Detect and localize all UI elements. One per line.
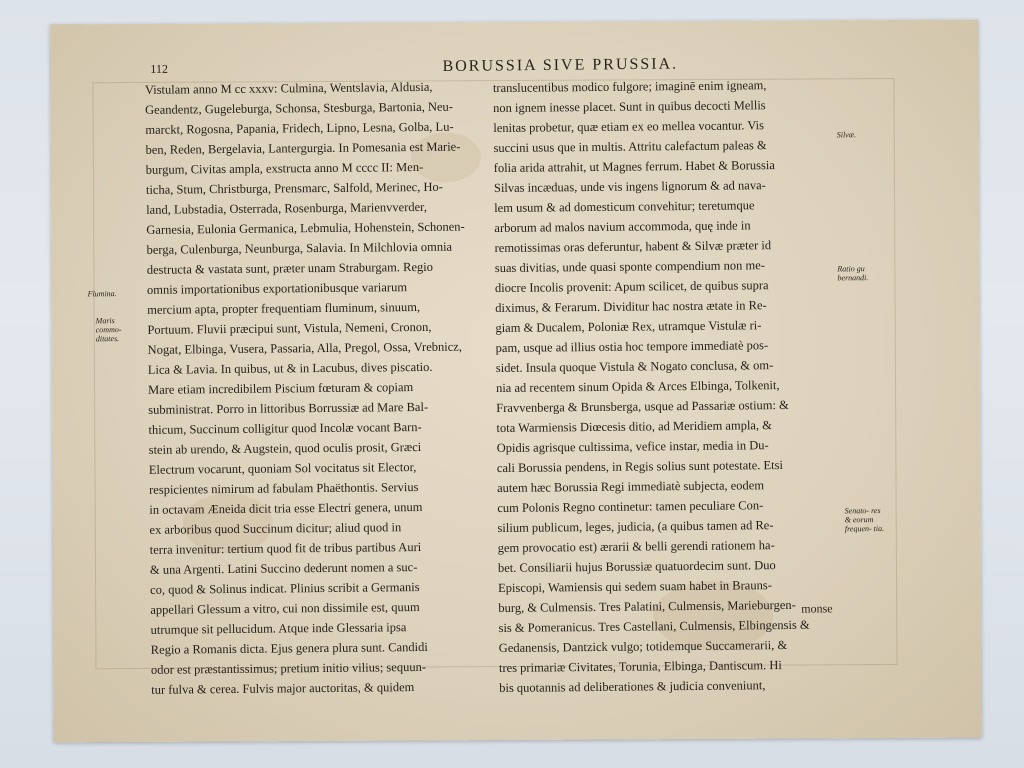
- text-line: arborum ad malos navium accommoda, quę inde in: [494, 218, 751, 236]
- right-text-column: [493, 74, 847, 698]
- text-line: Electrum vocarunt, quoniam Sol vocitatus sit Elector,: [148, 460, 417, 477]
- text-line: respicientes nimirum ad fabulam Phaëthontis. Servius: [149, 480, 419, 497]
- text-line: in octavam Æneida dicit tria esse Electri genera, unum: [149, 499, 423, 517]
- text-line: succini usus que in multis. Attritu calefactum paleas &: [493, 138, 767, 156]
- catchword: monse: [801, 601, 833, 616]
- text-line: diximus, & Ferarum. Dividitur hac nostra ætate in Re-: [495, 298, 767, 316]
- text-line: giam & Ducalem, Poloniæ Rex, utramque Vistulæ ri-: [495, 318, 762, 336]
- text-line: pam, usque ad illius ostia hoc tempore immediatè pos-: [495, 338, 769, 356]
- book-page: [50, 20, 982, 743]
- text-line: mercium apta, propter frequentiam fluminum, sinuum,: [147, 299, 421, 317]
- text-line: tres primariæ Civitates, Torunia, Elbinga, Dantiscum. Hi: [498, 658, 782, 675]
- running-head: BORUSSIA SIVE PRUSSIA.: [442, 55, 679, 75]
- text-line: Geandentz, Gugeleburga, Schonsa, Stesburga, Bartonia, Neu-: [145, 99, 453, 117]
- left-text-column: [145, 76, 499, 700]
- page-number: 112: [150, 61, 168, 76]
- text-line: remotissimas oras deferuntur, habent & Silvæ præter id: [494, 238, 772, 256]
- text-line: ex arboribus quod Succinum dicitur; aliud quod in: [149, 520, 402, 537]
- text-line: omnis importationibus exportationibusque variarum: [146, 280, 408, 297]
- text-line: tota Warmiensis Diœcesis ditio, ad Meridiem ampla, &: [496, 418, 772, 436]
- text-line: Lica & Lavia. In quibus, ut & in Lacubus, dives piscatio.: [147, 359, 433, 377]
- margin-note-silvae: Silvæ.: [836, 130, 857, 140]
- text-line: cum Polonis Regno continetur: tamen peculiare Con-: [497, 498, 764, 516]
- text-line: bis quotannis ad deliberationes & judicia conveniunt,: [499, 678, 766, 695]
- text-line: tur fulva & cerea. Fulvis major auctoritas, & quidem: [151, 680, 415, 697]
- margin-note-flumina: Flumina.: [87, 289, 117, 299]
- text-line: co, quod & Solinus indicat. Plinius scribit a Germanis: [150, 580, 420, 597]
- text-line: Regio a Romanis dicta. Ejus genera plura sunt. Candidi: [150, 639, 428, 657]
- text-line: land, Lubstadia, Osterrada, Rosenburga, Marienvverder,: [146, 199, 427, 217]
- text-line: thicum, Succinum colligitur quod Incolæ vocant Barn-: [148, 419, 422, 437]
- text-line: burg, & Culmensis. Tres Palatini, Culmensis, Marieburgen-: [498, 597, 796, 616]
- text-line: Mare etiam incredibilem Piscium fœturam & copiam: [147, 380, 414, 397]
- margin-note-maris: Maris commo- ditates.: [95, 316, 122, 344]
- text-line: cali Borussia pendens, in Regis solius sunt potestate. Etsi: [496, 458, 784, 476]
- text-line: Episcopi, Wamiensis qui sedem suam habet in Brauns-: [498, 578, 772, 596]
- text-line: silium publicum, leges, judicia, (a quibus tamen ad Re-: [497, 518, 774, 536]
- text-line: nia ad recentem sinum Opida & Arces Elbinga, Tolkenit,: [495, 378, 780, 396]
- text-line: Fravvenberga & Brunsberga, usque ad Passariæ ostium: &: [496, 397, 789, 416]
- text-line: berga, Culenburga, Neunburga, Salavia. In Milchlovia omnia: [146, 239, 453, 257]
- text-line: burgum, Civitas ampla, exstructa anno M cccc II: Men-: [145, 159, 424, 177]
- text-line: Portuum. Fluvii præcipui sunt, Vistula, Nemeni, Cronon,: [147, 319, 432, 337]
- text-line: lenitas probetur, quæ etiam ex eo mellea vocantur. Vis: [493, 118, 765, 136]
- text-line: autem hæc Borussia Regi immediatè subjecta, eodem: [497, 478, 765, 496]
- text-line: gem provocatio est) ærarii & belli gerendi rationem ha-: [497, 538, 775, 556]
- text-line: sidet. Insula quoque Vistula & Nogato conclusa, & om-: [495, 358, 774, 376]
- margin-note-ratio: Ratio gu bernandi.: [837, 264, 869, 283]
- text-line: stein ab urendo, & Augstein, quod oculis prosit, Græci: [148, 439, 422, 457]
- text-line: ticha, Stum, Christburga, Prensmarc, Salfold, Merinec, Ho-: [145, 179, 443, 197]
- text-line: Silvas incæduas, unde vis ingens lignorum & ad nava-: [493, 178, 766, 196]
- text-line: ben, Reden, Bergelavia, Lantergurgia. In Pomesania est Marie-: [145, 139, 461, 157]
- text-line: & una Argenti. Latini Succino dederunt nomen a suc-: [149, 560, 418, 577]
- text-line: marckt, Rogosna, Papania, Fridech, Lipno, Lesna, Golba, Lu-: [145, 119, 454, 137]
- text-line: translucentibus modico fulgore; imaginē enim igneam,: [492, 78, 767, 96]
- text-line: diocre Incolis provenit: Apum scilicet, de quibus supra: [494, 278, 769, 296]
- margin-note-senatores: Senato- res & eorum frequen- tia.: [844, 506, 885, 534]
- text-line: Gedanensis, Dantzick vulgo; totidemque Succamerarii, &: [498, 637, 788, 656]
- text-line: Garnesia, Eulonia Germanica, Lebmulia, Hohenstein, Schonen-: [146, 219, 465, 237]
- text-line: subministrat. Porro in littoribus Borrussiæ ad Mare Bal-: [148, 399, 429, 417]
- text-line: folia arida attrahit, ut Magnes ferrum. Habet & Borussia: [493, 158, 775, 176]
- text-line: suas divitias, unde quasi sponte compendium non me-: [494, 258, 765, 276]
- text-line: appellari Glessum a vitro, cui non dissimile est, quum: [150, 600, 420, 617]
- text-line: bet. Consiliarii hujus Borussiæ quatuordecim sunt. Duo: [497, 558, 776, 576]
- text-line: Opidis agrisque cultissima, vefice instar, media in Du-: [496, 438, 769, 456]
- text-line: lem usum & ad domesticum convehitur; teretumque: [494, 198, 755, 216]
- text-line: terra invenitur: tertium quod fit de tribus partibus Auri: [149, 539, 422, 557]
- text-line: destructa & vastata sunt, præter unam Straburgam. Regio: [146, 259, 434, 277]
- text-line: non ignem inesse placet. Sunt in quibus decocti Mellis: [493, 98, 766, 116]
- text-line: utrumque sit pellucidum. Atque inde Glessaria ipsa: [150, 620, 407, 637]
- text-line: Vistulam anno M cc xxxv: Culmina, Wentslavia, Aldusia,: [144, 79, 433, 97]
- text-line: Nogat, Elbinga, Vusera, Passaria, Alla, Pregol, Ossa, Vrebnicz,: [147, 339, 462, 357]
- text-line: sis & Pomeranicus. Tres Castellani, Culmensis, Elbingensis &: [498, 617, 810, 636]
- text-line: odor est præstantissimus; pretium initio vilius; sequun-: [150, 659, 427, 677]
